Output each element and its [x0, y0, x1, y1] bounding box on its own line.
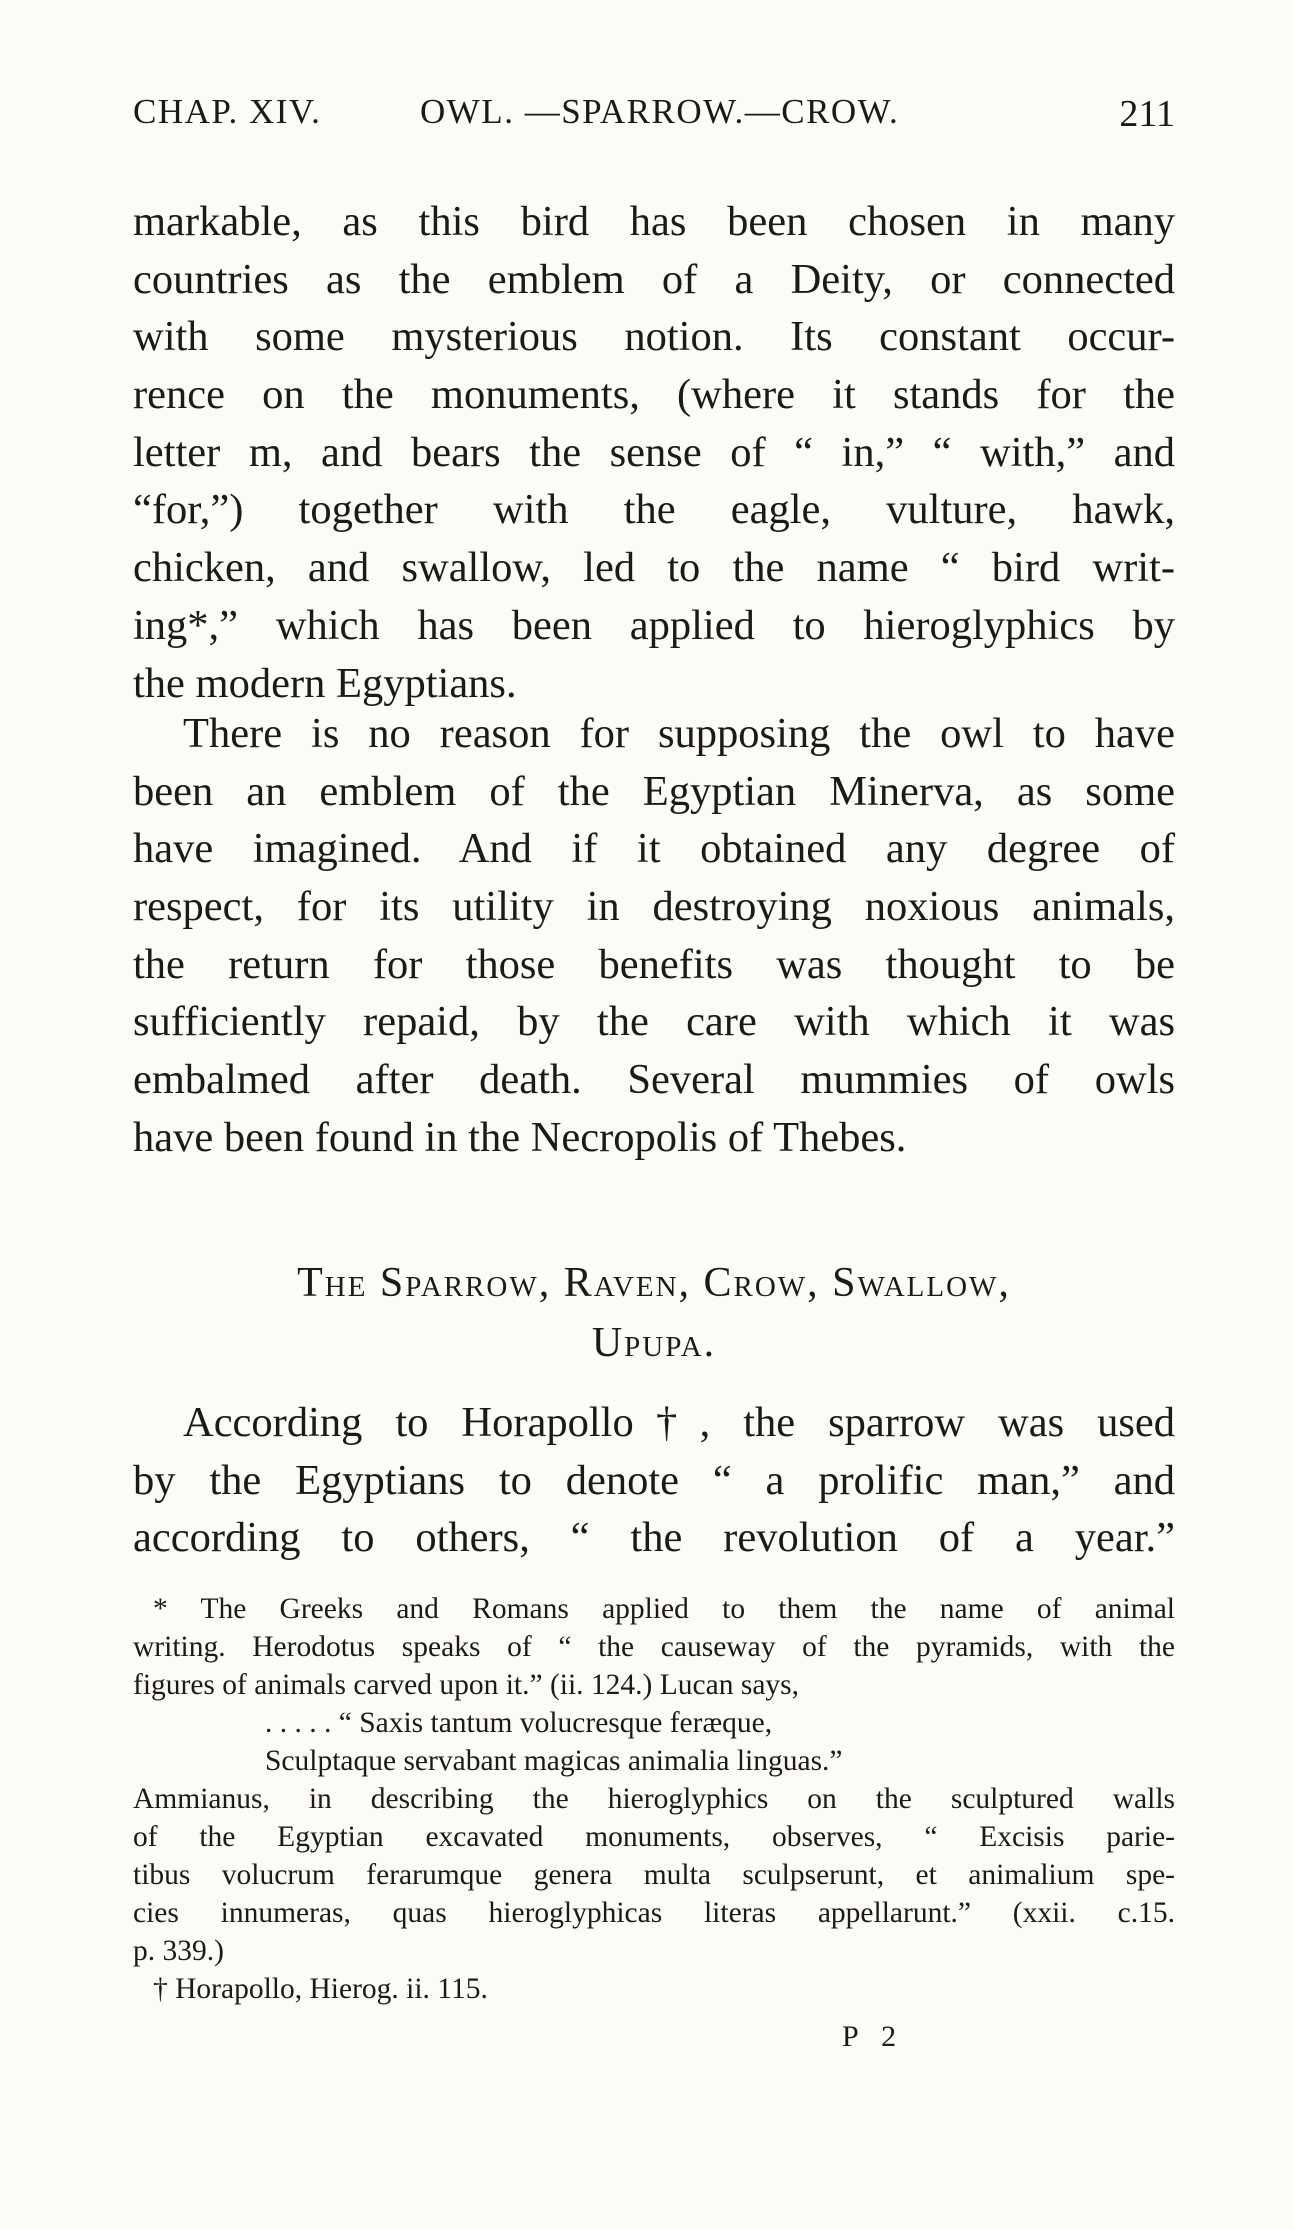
text-line: by the Egyptians to denote “ a prolific man,” and [133, 1456, 1175, 1504]
running-header [133, 92, 1175, 138]
text-line: the return for those benefits was thought to be [133, 940, 1175, 988]
text-line: markable, as this bird has been chosen in many [133, 198, 1175, 245]
text-line: “for,”) together with the eagle, vulture, hawk, [133, 486, 1175, 534]
text-line: There is no reason for supposing the owl to have [183, 710, 1175, 757]
text-line: sufficiently repaid, by the care with which it was [133, 998, 1175, 1046]
footnote-line: p. 339.) [133, 1935, 224, 1967]
page-number: 211 [1119, 93, 1175, 135]
paragraph-owl-emblem [133, 193, 1175, 712]
text-line: been an emblem of the Egyptian Minerva, as some [133, 767, 1175, 815]
text-line: according to others, “ the revolution of a year.” [133, 1514, 1175, 1562]
footnote-line: cies innumeras, quas hieroglyphicas literas appellarunt.” (xxii. c.15. [133, 1897, 1175, 1929]
footnote-line: writing. Herodotus speaks of “ the causeway of the pyramids, with the [133, 1631, 1175, 1663]
text-line: chicken, and swallow, led to the name “ bird writ- [133, 544, 1175, 592]
chapter-label: CHAP. XIV. [133, 92, 322, 131]
footnote-line: tibus volucrum ferarumque genera multa sculpserunt, et animalium spe- [133, 1859, 1175, 1891]
text-line: embalmed after death. Several mummies of owls [133, 1056, 1175, 1104]
text-line: have been found in the Necropolis of Thebes. [133, 1113, 907, 1161]
paragraph-owl-minerva [133, 705, 1175, 1167]
text-line: countries as the emblem of a Deity, or connected [133, 255, 1175, 303]
paragraph-sparrow [133, 1394, 1175, 1567]
text-line: respect, for its utility in destroying noxious animals, [133, 883, 1175, 931]
footnote-line: of the Egyptian excavated monuments, observes, “ Excisis parie- [133, 1821, 1175, 1853]
section-heading: The Sparrow, Raven, Crow, Swallow, [297, 1260, 1011, 1306]
text-line: with some mysterious notion. Its constant occur- [133, 313, 1175, 361]
text-line: ing*,” which has been applied to hieroglyphics by [133, 601, 1175, 649]
signature-mark: P 2 [842, 2020, 905, 2053]
footnote-line: Ammianus, in describing the hieroglyphics on the sculptured walls [133, 1783, 1175, 1815]
footnotes [133, 1590, 1175, 2008]
verse-line: Sculptaque servabant magicas animalia linguas.” [265, 1745, 843, 1777]
footnote-line: figures of animals carved upon it.” (ii. 124.) Lucan says, [133, 1669, 800, 1701]
verse-line: . . . . . “ Saxis tantum volucresque feræque, [265, 1707, 773, 1739]
text-line: the modern Egyptians. [133, 659, 517, 707]
footnote-line: * The Greeks and Romans applied to them the name of animal [153, 1593, 1175, 1625]
footnote-line: † Horapollo, Hierog. ii. 115. [153, 1973, 488, 2005]
text-line: have imagined. And if it obtained any degree of [133, 825, 1175, 873]
running-title: OWL. —SPARROW.—CROW. [420, 92, 900, 131]
text-line: According to Horapollo†, the sparrow was used [183, 1399, 1175, 1446]
text-line: letter m, and bears the sense of “ in,” “ with,” and [133, 428, 1175, 476]
text-line: rence on the monuments, (where it stands for the [133, 371, 1175, 419]
section-heading-continued: Upupa. [591, 1320, 717, 1366]
